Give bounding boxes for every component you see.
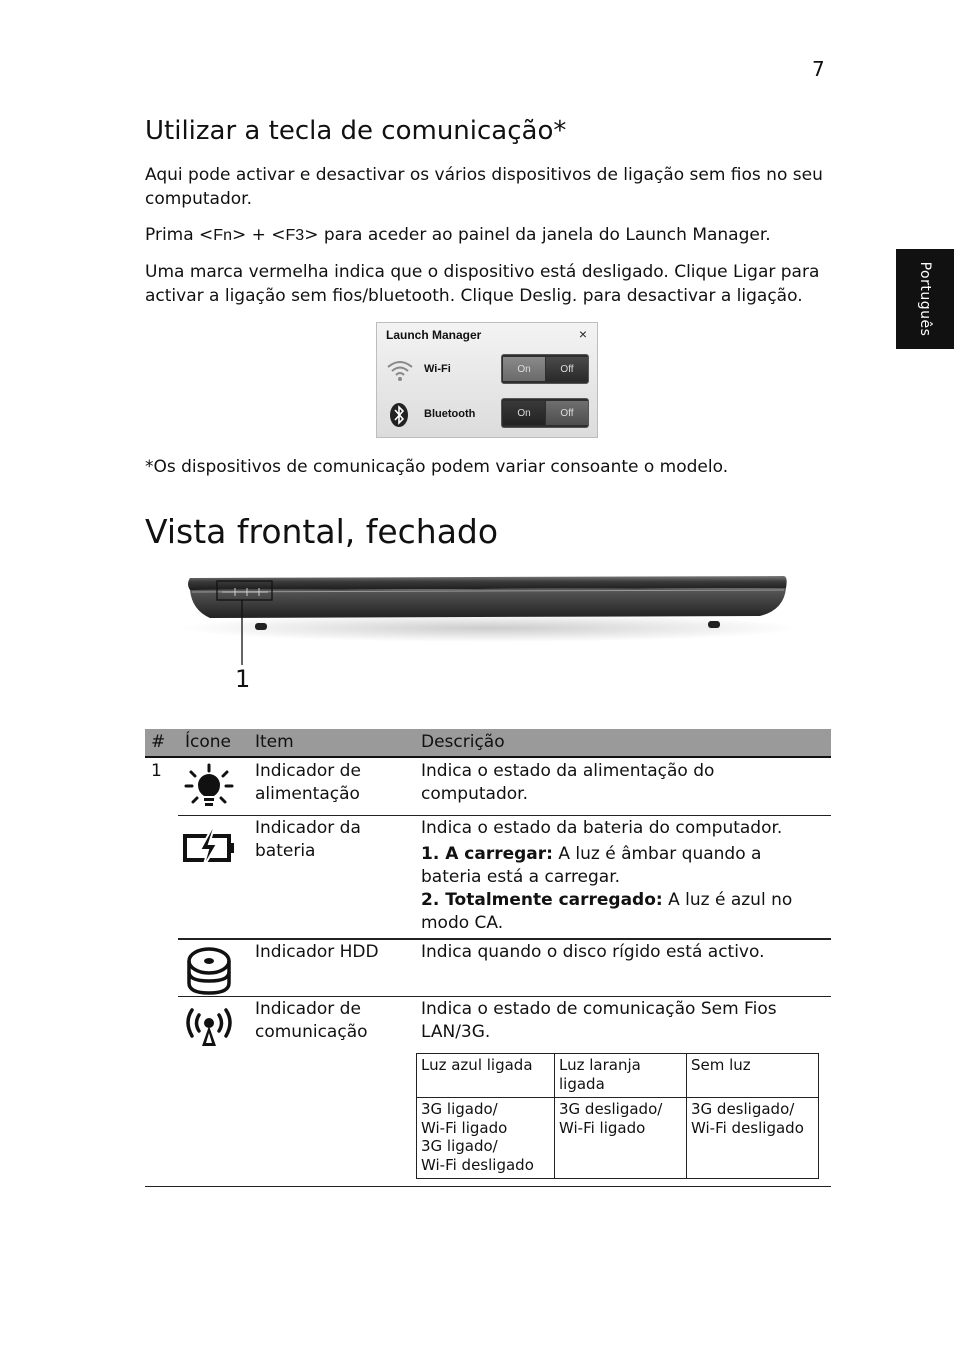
desc-hdd: Indica quando o disco rígido está activo. xyxy=(421,942,765,962)
launch-manager-title: Launch Manager xyxy=(386,328,482,342)
paragraph-keys xyxy=(145,224,835,248)
close-icon[interactable]: × xyxy=(578,326,587,342)
bluetooth-label: Bluetooth xyxy=(424,408,476,420)
item-power: Indicador de alimentação xyxy=(255,761,361,804)
desc-battery-full xyxy=(421,889,823,935)
header-number: # xyxy=(151,732,166,752)
subtable-cell-none xyxy=(687,1098,818,1139)
subtable-line: 3G desligado/ xyxy=(691,1100,795,1118)
bluetooth-icon xyxy=(389,402,409,428)
wifi-label: Wi-Fi xyxy=(424,363,451,375)
subtable-line: Wi-Fi desligado xyxy=(691,1118,804,1137)
subtable-line: 3G desligado/ xyxy=(559,1100,663,1118)
wifi-icon xyxy=(386,358,414,382)
item-hdd: Indicador HDD xyxy=(255,942,379,962)
text-charging: A luz é âmbar quando a bateria está a carregar. xyxy=(421,844,762,887)
bluetooth-on-button[interactable]: On xyxy=(503,401,545,425)
table-bottom-rule xyxy=(145,1186,831,1187)
header-description: Descrição xyxy=(421,732,505,752)
status-subtable xyxy=(416,1053,819,1179)
item-battery: Indicador da bateria xyxy=(255,818,361,861)
wifi-toggle[interactable] xyxy=(501,354,589,384)
text-full: A luz é azul no modo CA. xyxy=(421,890,793,933)
row-divider xyxy=(178,996,831,997)
key-f3: F3 xyxy=(285,227,305,244)
desc-battery: Indica o estado da bateria do computador. xyxy=(421,818,783,838)
row-number: 1 xyxy=(151,761,162,781)
label-full: 2. Totalmente carregado: xyxy=(421,890,663,910)
subtable-line: Wi-Fi desligado xyxy=(421,1155,534,1174)
text-fragment: > + < xyxy=(231,225,286,245)
desc-communication: Indica o estado de comunicação Sem Fios LAN/3G. xyxy=(421,999,777,1042)
page-number: 7 xyxy=(812,57,825,81)
desc-power: Indica o estado da alimentação do computador. xyxy=(421,761,715,804)
subtable-line: Wi-Fi ligado xyxy=(421,1118,508,1137)
header-item: Item xyxy=(255,732,294,752)
subtable-cell-blue xyxy=(417,1098,554,1176)
text-fragment: Prima < xyxy=(145,225,214,245)
subtable-header-orange: Luz laranja ligada xyxy=(559,1056,641,1093)
language-tab-label: Português xyxy=(917,261,933,337)
bluetooth-off-button[interactable]: Off xyxy=(546,401,588,425)
item-communication: Indicador de comunicação xyxy=(255,999,368,1042)
row-divider xyxy=(178,938,831,940)
battery-icon xyxy=(181,824,237,874)
subtable-cell-orange xyxy=(555,1098,686,1139)
language-tab xyxy=(896,249,954,349)
table-header xyxy=(145,729,831,758)
section-heading-front-view: Vista frontal, fechado xyxy=(145,512,499,551)
paragraph-red-mark: Uma marca vermelha indica que o dispositivo está desligado. Clique Ligar para activar a ligação sem fios/bluetooth. Clique Deslig. para desactivar a ligação. xyxy=(145,262,820,306)
wifi-on-button[interactable]: On xyxy=(503,357,545,381)
hdd-icon xyxy=(181,945,237,995)
wifi-off-button[interactable]: Off xyxy=(546,357,588,381)
laptop-front-closed-image xyxy=(180,570,800,700)
label-charging: 1. A carregar: xyxy=(421,844,553,864)
row-divider xyxy=(178,815,831,816)
footnote: *Os dispositivos de comunicação podem variar consoante o modelo. xyxy=(145,457,729,477)
header-icon: Ícone xyxy=(185,732,231,752)
subtable-line: Wi-Fi ligado xyxy=(559,1118,646,1137)
wireless-icon xyxy=(181,1002,237,1052)
bluetooth-toggle[interactable] xyxy=(501,398,589,428)
key-fn: Fn xyxy=(213,227,232,244)
callout-number: 1 xyxy=(235,665,251,693)
desc-battery-charging xyxy=(421,843,823,889)
launch-manager-panel xyxy=(376,322,598,438)
subtable-line: 3G ligado/ xyxy=(421,1100,498,1118)
section-heading-communication-key: Utilizar a tecla de comunicação* xyxy=(145,116,567,146)
subtable-line: 3G ligado/ xyxy=(421,1137,498,1155)
subtable-header-blue: Luz azul ligada xyxy=(421,1056,533,1074)
text-fragment: > para aceder ao painel da janela do Launch Manager. xyxy=(304,225,771,245)
subtable-header-none: Sem luz xyxy=(691,1056,751,1074)
paragraph-intro: Aqui pode activar e desactivar os vários dispositivos de ligação sem fios no seu computador. xyxy=(145,165,823,209)
power-icon xyxy=(181,762,237,812)
